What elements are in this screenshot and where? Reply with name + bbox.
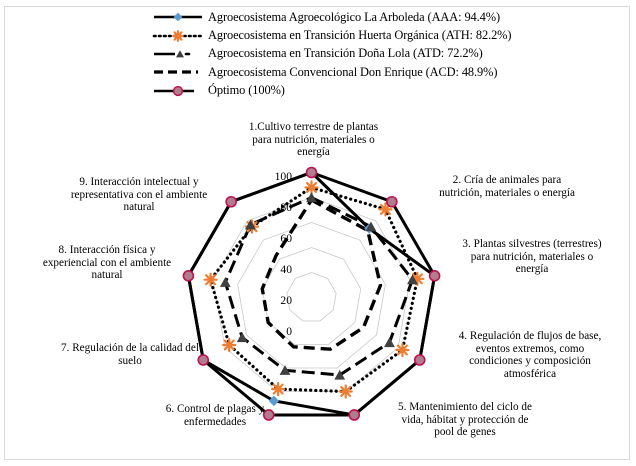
legend-item-ath (152, 26, 572, 44)
data-point-opt-5 (349, 410, 359, 420)
data-point-atd-4 (384, 337, 395, 347)
data-point-opt-1 (307, 168, 317, 178)
legend-label-atd: Agroecosistema en Transición Doña Lola (ATD: 72.2%) (208, 46, 483, 61)
data-point-atd-1 (306, 192, 317, 202)
axis-label-6 (139, 403, 291, 428)
axis-label-4-line-3: condiciones y composición (469, 355, 591, 368)
axis-label-6-line-2: enfermedades (183, 415, 247, 428)
legend-label-aaa: Agroecosistema Agroecológico La Arboleda (AAA: 94.4%) (208, 9, 500, 24)
axis-label-5-line-2: vida, hábitat y protección de (401, 413, 529, 426)
axis-label-8 (18, 244, 196, 282)
axis-label-6-line-1: 6. Control de plagas y (165, 403, 265, 415)
axis-label-1-line-2: para nutrición, materiales o (252, 133, 375, 146)
axis-label-3-line-3: energía (515, 263, 549, 276)
series-polygon-ath (211, 188, 418, 392)
chart-legend (152, 8, 572, 100)
data-point-ath-5 (340, 385, 352, 397)
axis-label-4-line-4: atmosférica (503, 367, 557, 380)
legend-item-acd (152, 63, 572, 81)
legend-item-optimo (152, 82, 572, 100)
axis-label-3-line-2: para nutrición, materiales o (470, 250, 594, 263)
axis-label-3 (437, 238, 627, 276)
axis-label-1-line-3: energía (297, 146, 330, 159)
legend-item-atd (152, 45, 572, 63)
data-point-ath-6 (272, 383, 284, 395)
axis-label-9-line-3: natural (123, 201, 155, 214)
legend-item-aaa (152, 8, 572, 26)
legend-label-acd: Agroecosistema Convencional Don Enrique (ACD: 48.9%) (208, 64, 498, 79)
axis-label-4-line-1: 4. Regulación de flujos de base, (458, 330, 602, 342)
data-point-ath-4 (396, 344, 408, 356)
axis-label-2 (412, 174, 602, 199)
axis-label-7 (46, 342, 214, 367)
r-tick-80: 80 (280, 201, 292, 214)
axis-label-5-line-1: 5. Mantenimiento del ciclo de (398, 401, 532, 413)
axis-label-1-line-1: 1.Cultivo terrestre de plantas (248, 121, 379, 133)
dashed-line-no-marker-icon (152, 63, 208, 81)
data-point-ath-8 (205, 274, 217, 286)
axis-label-7-line-1: 7. Regulación de la calidad del (61, 342, 199, 354)
r-tick-20: 20 (280, 294, 292, 307)
data-point-opt-4 (415, 355, 425, 365)
axis-label-1 (221, 121, 406, 159)
axis-label-3-line-1: 3. Plantas silvestres (terrestres) (462, 238, 602, 250)
axis-label-9-line-1: 9. Interacción intelectual y (79, 176, 199, 188)
axis-label-7-line-2: suelo (118, 354, 142, 367)
axis-label-4 (433, 330, 627, 380)
r-tick-0: 0 (286, 325, 292, 338)
data-point-opt-2 (387, 197, 397, 207)
data-point-ath-7 (223, 339, 235, 351)
axis-label-8-line-3: natural (91, 269, 123, 282)
axis-label-5-line-3: pool de genes (434, 426, 496, 439)
legend-label-ath: Agroecosistema en Transición Huerta Orgánica (ATH: 82.2%) (208, 28, 512, 43)
solid-line-diamond-marker-icon (152, 8, 208, 26)
axis-label-9 (46, 176, 232, 214)
axis-label-5 (367, 401, 563, 439)
data-point-ath-1 (306, 182, 318, 194)
r-tick-60: 60 (280, 232, 292, 245)
r-tick-100: 100 (274, 170, 292, 183)
solid-line-circle-marker-icon (152, 82, 208, 100)
axis-label-9-line-2: representativa con el ambiente (70, 188, 208, 201)
radar-plot-area (0, 104, 636, 462)
dashdot-line-triangle-marker-icon (152, 45, 208, 63)
axis-label-2-line-1: 2. Cría de animales para (452, 174, 562, 186)
legend-label-optimo: Óptimo (100%) (208, 83, 285, 98)
axis-label-8-line-1: 8. Interacción física y (58, 244, 156, 256)
axis-label-4-line-2: eventos extremos, como (475, 342, 585, 355)
axis-label-2-line-2: nutrición, materiales o energía (439, 186, 575, 199)
dotted-line-cross-marker-icon (152, 27, 208, 45)
data-point-atd-8 (220, 277, 231, 287)
axis-label-8-line-2: experiencial con el ambiente (42, 256, 172, 269)
r-tick-40: 40 (280, 263, 292, 276)
